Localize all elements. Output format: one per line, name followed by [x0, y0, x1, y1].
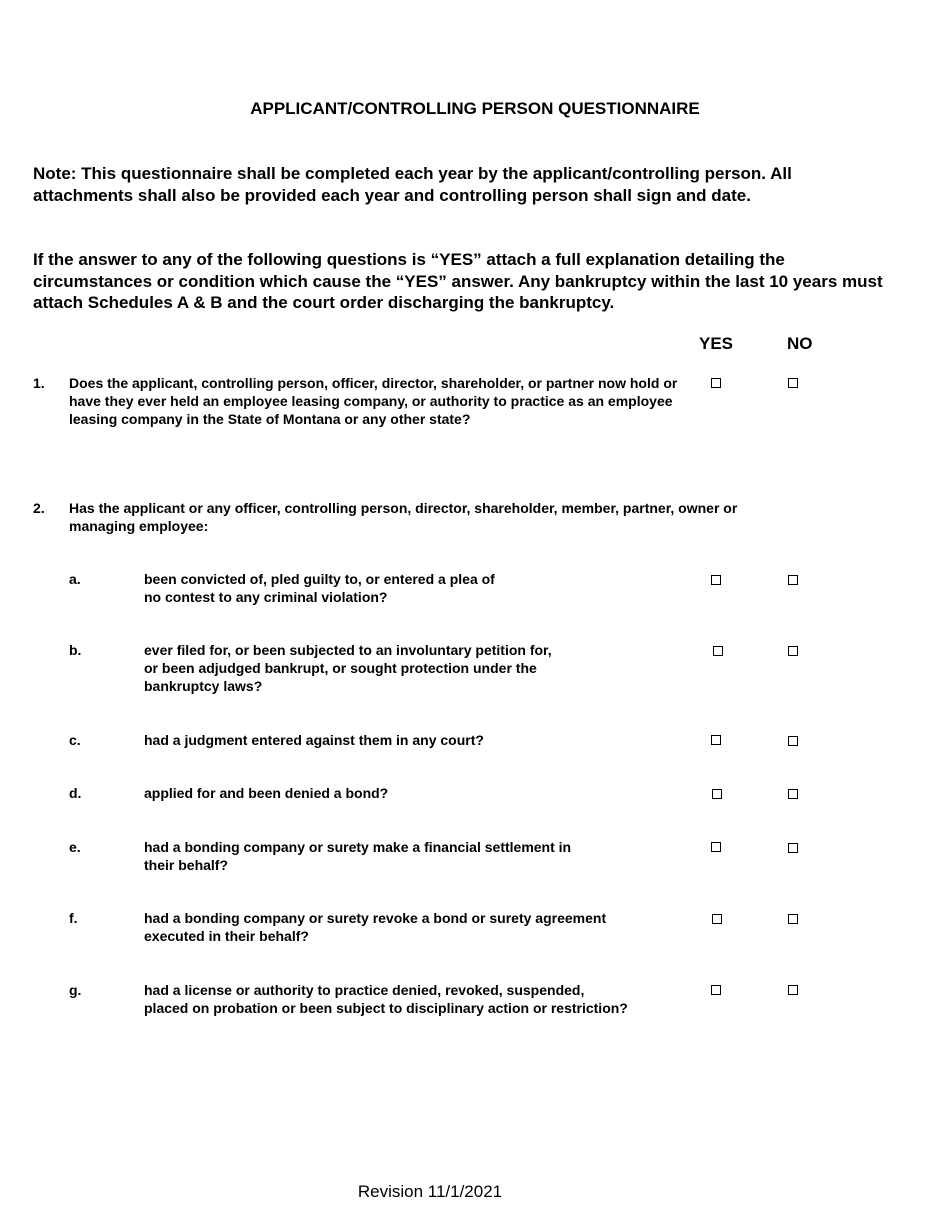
question-2-text: Has the applicant or any officer, controlling person, director, shareholder, member, partner, owner or managing employee: — [69, 500, 738, 534]
instructions-paragraph: If the answer to any of the following questions is “YES” attach a full explanation detailing the circumstances or condition which cause the “YES” answer. Any bankruptcy within the last 10 years must attach Schedules A & B and the court order discharging the bankruptcy. — [33, 250, 883, 312]
page-title: APPLICANT/CONTROLLING PERSON QUESTIONNAIRE — [250, 99, 700, 118]
question-1-no-checkbox[interactable] — [788, 378, 798, 388]
item-f-text: had a bonding company or surety revoke a bond or surety agreement executed in their behalf? — [144, 910, 607, 944]
note-paragraph: Note: This questionnaire shall be completed each year by the applicant/controlling person. All attachments shall also be provided each year and controlling person shall sign and date. — [33, 164, 792, 205]
item-b-yes-checkbox[interactable] — [713, 646, 723, 656]
item-a-letter: a. — [69, 571, 81, 587]
revision-footer: Revision 11/1/2021 — [357, 1182, 503, 1201]
item-f-letter: f. — [69, 910, 78, 926]
item-c-yes-checkbox[interactable] — [711, 735, 721, 745]
item-e-letter: e. — [69, 839, 81, 855]
item-a-text: been convicted of, pled guilty to, or entered a plea of no contest to any criminal violation? — [144, 571, 495, 605]
item-c-no-checkbox[interactable] — [788, 736, 798, 746]
item-g-no-checkbox[interactable] — [788, 985, 798, 995]
no-column-header: NO — [787, 334, 813, 353]
item-f-yes-checkbox[interactable] — [712, 914, 722, 924]
item-d-text: applied for and been denied a bond? — [144, 785, 389, 801]
question-2-number: 2. — [33, 500, 45, 516]
item-a-yes-checkbox[interactable] — [711, 575, 721, 585]
item-c-text: had a judgment entered against them in any court? — [144, 732, 484, 748]
item-g-letter: g. — [69, 982, 82, 998]
item-f-no-checkbox[interactable] — [788, 914, 798, 924]
item-d-yes-checkbox[interactable] — [712, 789, 722, 799]
item-a-no-checkbox[interactable] — [788, 575, 798, 585]
yes-column-header: YES — [699, 334, 734, 353]
item-b-text: ever filed for, or been subjected to an involuntary petition for, or been adjudged bankrupt, or sought protection under the bankruptcy laws? — [144, 642, 552, 694]
item-g-text: had a license or authority to practice denied, revoked, suspended, placed on probation or been subject to disciplinary action or restriction? — [144, 982, 628, 1016]
question-1-number: 1. — [33, 375, 45, 391]
item-e-text: had a bonding company or surety make a financial settlement in their behalf? — [144, 839, 572, 873]
item-d-no-checkbox[interactable] — [788, 789, 798, 799]
item-d-letter: d. — [69, 785, 82, 801]
item-c-letter: c. — [69, 732, 81, 748]
item-g-yes-checkbox[interactable] — [711, 985, 721, 995]
question-1-text: Does the applicant, controlling person, officer, director, shareholder, or partner now hold or have they ever held an employee leasing company, or authority to practice as an employee leasing company in the State of Montana or any other state? — [69, 375, 678, 427]
item-e-no-checkbox[interactable] — [788, 843, 798, 853]
item-b-no-checkbox[interactable] — [788, 646, 798, 656]
item-e-yes-checkbox[interactable] — [711, 842, 721, 852]
question-1-yes-checkbox[interactable] — [711, 378, 721, 388]
item-b-letter: b. — [69, 642, 82, 658]
